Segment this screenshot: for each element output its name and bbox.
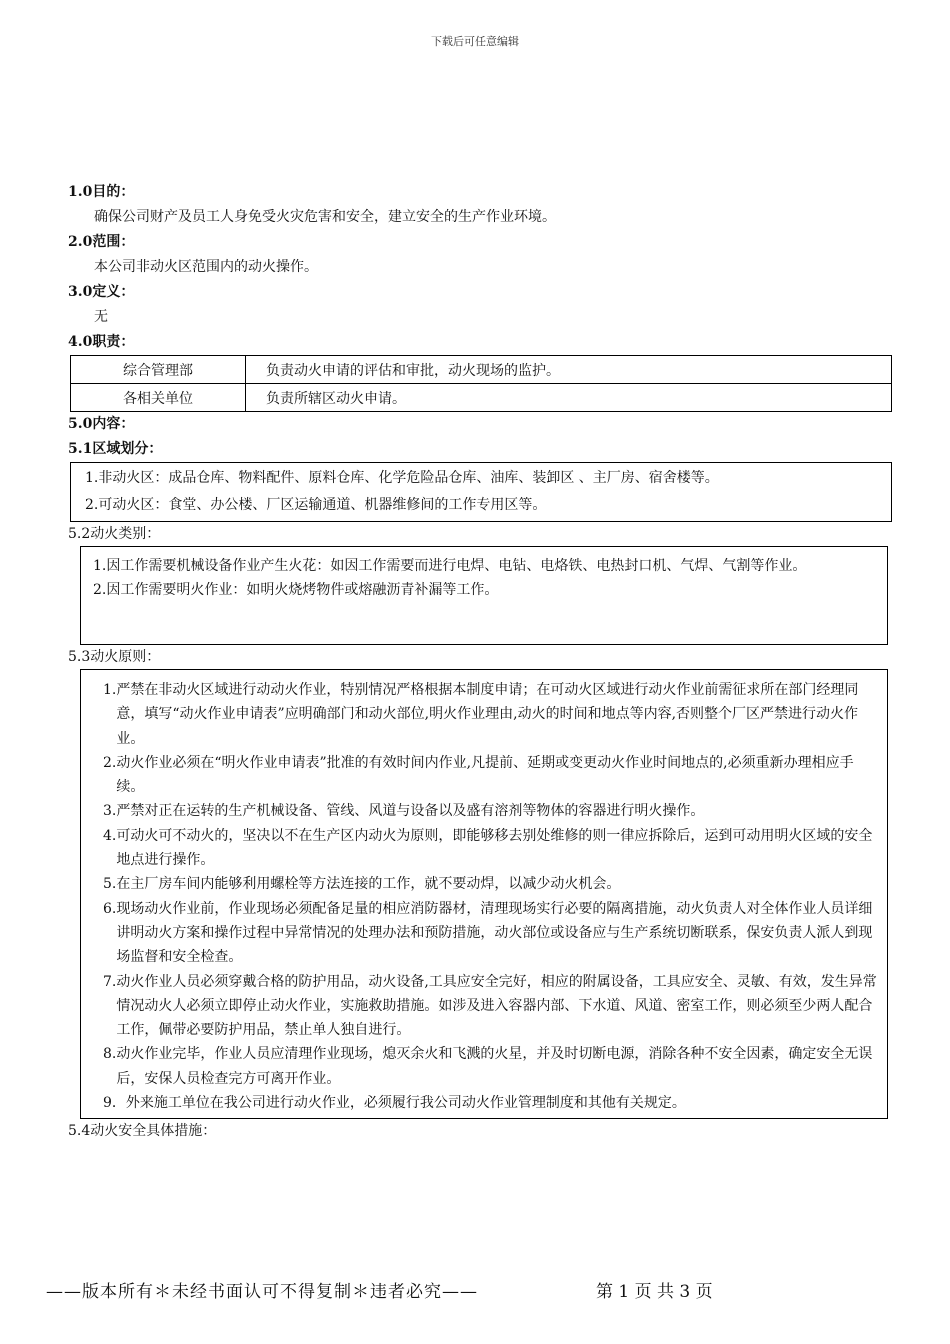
item-number: 7.	[103, 973, 117, 990]
list-item	[93, 578, 877, 602]
section-definition-body: 无	[94, 309, 108, 325]
zones-box	[70, 462, 892, 522]
list-item	[103, 824, 879, 873]
list-item	[85, 492, 891, 519]
categories-box	[80, 546, 888, 645]
list-item	[103, 1091, 879, 1115]
section-scope-title: 2.0范围：	[68, 234, 135, 250]
section-zones-title: 5.1区域划分：	[68, 441, 163, 457]
item-number: 5.	[103, 876, 117, 893]
copyright-footer: ——版本所有＊未经书面认可不得复制＊违者必究——	[46, 1282, 478, 1302]
item-text: 因工作需要明火作业：如明火烧烤物件或熔融沥青补漏等工作。	[106, 582, 499, 598]
section-purpose-title: 1.0目的：	[68, 184, 135, 200]
dept-cell: 综合管理部	[71, 356, 246, 384]
item-number: 1.	[85, 470, 99, 486]
principles-box	[80, 669, 888, 1119]
list-item	[103, 799, 879, 823]
item-number: 2.	[93, 582, 107, 598]
item-text: 动火作业必须在“明火作业申请表”批准的有效时间内作业,凡提前、延期或变更动火作业时间地点的,必须重新办理相应手续。	[116, 754, 854, 796]
item-text: 在主厂房车间内能够利用螺栓等方法连接的工作，就不要动焊，以减少动火机会。	[116, 876, 621, 893]
item-number: 6.	[103, 900, 117, 917]
table-row	[71, 356, 892, 384]
item-text: 可动火区：食堂、办公楼、厂区运输通道、机器维修间的工作专用区等。	[98, 497, 547, 513]
item-text: 动火作业人员必须穿戴合格的防护用品，动火设备,工具应安全完好，相应的附属设备，工具应安全、灵敏、有效，发生异常情况动火人必须立即停止动火作业，实施救助措施。如涉及进入容器内部、下水道、风道、密室工作，则必须至少两人配合工作，佩带必要防护用品，禁止单人独自进行。	[116, 973, 877, 1039]
item-text: 现场动火作业前，作业现场必须配备足量的相应消防器材，清理现场实行必要的隔离措施，动火负责人对全体作业人员详细讲明动火方案和操作过程中异常情况的处理办法和预防措施，动火部位或设备应与生产系统切断联系，保安负责人派人到现场监督和安全检查。	[116, 900, 873, 966]
item-number: 3.	[103, 803, 117, 820]
duty-cell: 负责动火申请的评估和审批，动火现场的监护。	[246, 356, 892, 384]
duty-cell: 负责所辖区动火申请。	[246, 384, 892, 412]
download-note: 下载后可任意编辑	[431, 35, 519, 48]
item-number: 9．	[103, 1095, 126, 1112]
section-principles-title: 5.3动火原则：	[68, 649, 161, 665]
item-number: 4.	[103, 827, 117, 844]
list-item	[103, 897, 879, 970]
section-content-title: 5.0内容：	[68, 416, 135, 432]
section-responsibility-title: 4.0职责：	[68, 334, 135, 350]
list-item	[93, 554, 877, 578]
list-item	[103, 872, 879, 896]
item-number: 8.	[103, 1046, 117, 1063]
item-number: 1.	[103, 682, 117, 698]
list-item	[85, 465, 891, 492]
document-body	[68, 180, 892, 1143]
item-text: 严禁在非动火区域进行动动火作业，特别情况严格根据本制度申请；在可动火区域进行动火作业前需征求所在部门经理同意，填写“动火作业申请表”应明确部门和动火部位,明火作业理由,动火的时间和地点等内容,否则整个厂区严禁进行动火作业。	[116, 682, 859, 747]
section-measures-title: 5.4动火安全具体措施：	[68, 1123, 217, 1140]
item-text: 因工作需要机械设备作业产生火花：如因工作需要而进行电焊、电钻、电烙铁、电热封口机、气焊、气割等作业。	[106, 558, 807, 574]
list-item	[103, 678, 879, 751]
item-number: 2.	[103, 754, 117, 771]
item-number: 1.	[93, 558, 107, 574]
list-item	[103, 751, 879, 800]
page-number: 第 1 页 共 3 页	[596, 1282, 713, 1302]
list-item	[103, 970, 879, 1043]
item-number: 2.	[85, 497, 99, 513]
section-categories-title: 5.2动火类别：	[68, 526, 161, 542]
dept-cell: 各相关单位	[71, 384, 246, 412]
item-text: 严禁对正在运转的生产机械设备、管线、风道与设备以及盛有溶剂等物体的容器进行明火操作。	[116, 803, 705, 820]
list-item	[103, 1042, 879, 1091]
section-definition-title: 3.0定义：	[68, 284, 135, 300]
section-purpose-body: 确保公司财产及员工人身免受火灾危害和安全，建立安全的生产作业环境。	[94, 209, 556, 225]
section-scope-body: 本公司非动火区范围内的动火操作。	[94, 259, 318, 275]
item-text: 动火作业完毕，作业人员应清理作业现场，熄灭余火和飞溅的火星，并及时切断电源，消除各种不安全因素，确定安全无误后，安保人员检查完方可离开作业。	[116, 1046, 873, 1087]
item-text: 非动火区：成品仓库、物料配件、原料仓库、化学危险品仓库、油库、装卸区 、主厂房、宿舍楼等。	[98, 470, 719, 486]
item-text: 可动火可不动火的，坚决以不在生产区内动火为原则，即能够移去别处维修的则一律应拆除后，运到可动用明火区域的安全地点进行操作。	[116, 827, 873, 869]
table-row	[71, 384, 892, 412]
item-text: 外来施工单位在我公司进行动火作业，必须履行我公司动火作业管理制度和其他有关规定。	[125, 1095, 686, 1112]
responsibility-table	[70, 355, 892, 412]
